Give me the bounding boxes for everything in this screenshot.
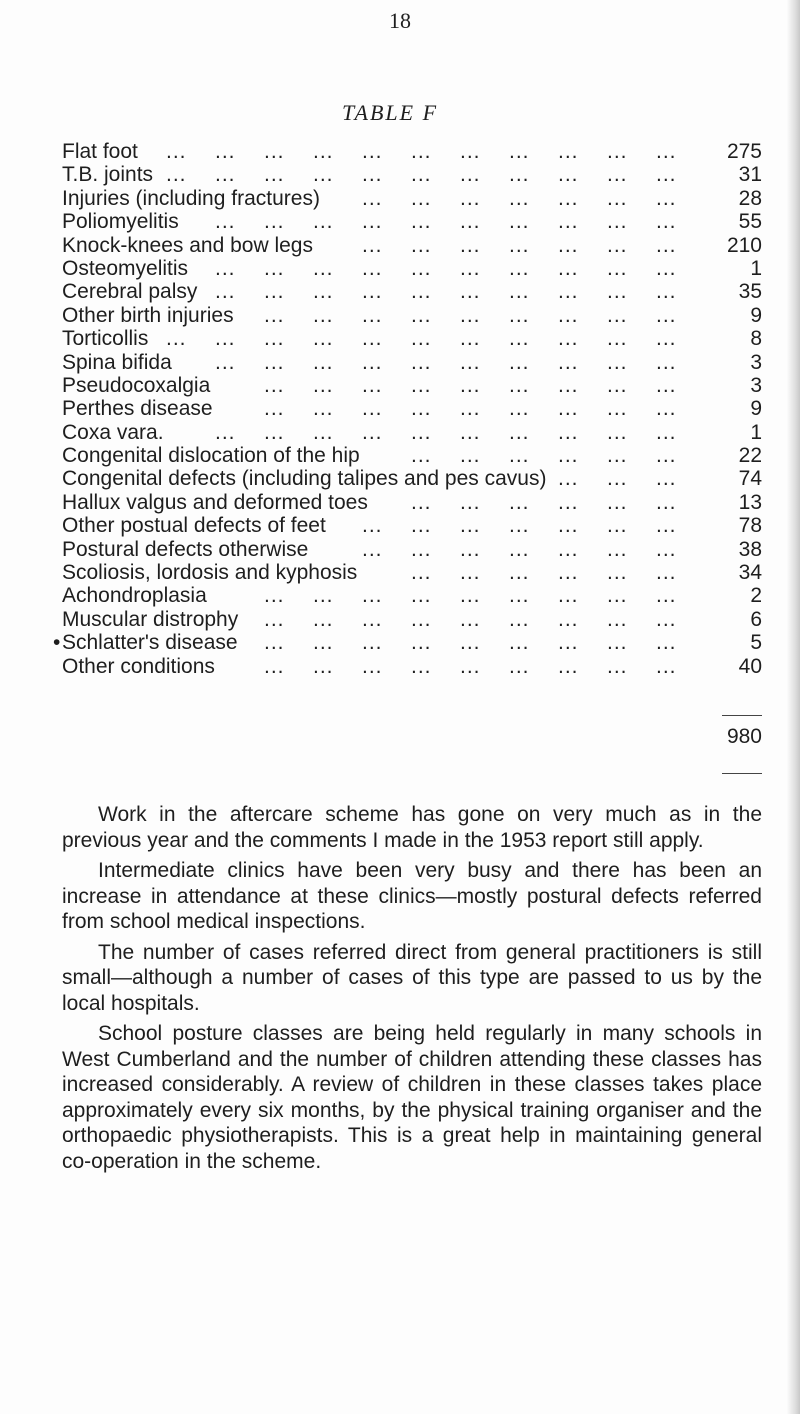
dot-leader-group: ... [509, 607, 530, 631]
dot-leader-group: ... [509, 327, 530, 351]
dot-leader-group: ... [215, 140, 236, 163]
dot-leader-group: ... [460, 444, 481, 468]
dot-leader-group: ... [166, 140, 187, 163]
table-row [62, 444, 762, 467]
dot-leader-group: ... [509, 444, 530, 468]
dot-leader-group: ... [362, 163, 383, 187]
row-label: Perthes disease [62, 397, 213, 421]
table-total: 980 [726, 725, 762, 748]
dot-leader-group: ... [411, 373, 432, 397]
dot-leader-group: ... [656, 490, 677, 514]
dot-leader-group: ... [215, 163, 236, 187]
paragraph-referrals: The number of cases referred direct from general practitioners is still small—although a number of cases of this type are passed to us by the local hospitals. [62, 940, 762, 1015]
dot-leader-group: ... [264, 420, 285, 444]
row-value: 210 [726, 233, 762, 257]
row-value: 8 [750, 327, 762, 351]
row-value: 13 [738, 490, 762, 514]
dot-leader-group: ... [607, 514, 628, 538]
dot-leader-group: ... [362, 537, 383, 561]
dot-leader-group: ... [656, 514, 677, 538]
dot-leader-group: ... [264, 350, 285, 374]
table-row [62, 514, 762, 537]
paragraph-aftercare: Work in the aftercare scheme has gone on very much as in the previous year and the comments I made in the 1953 report still apply. [62, 803, 762, 852]
dot-leader-group: ... [362, 397, 383, 421]
dot-leader-group: ... [509, 373, 530, 397]
dot-leader-group: ... [607, 397, 628, 421]
table-row [62, 584, 762, 607]
table-row [62, 187, 762, 210]
dot-leader-group: ... [558, 233, 579, 257]
table-row [62, 210, 762, 233]
row-label: Other postual defects of feet [62, 514, 326, 538]
table-row [62, 163, 762, 186]
dot-leader-group: ... [558, 561, 579, 585]
dot-leader-group: ... [607, 420, 628, 444]
dot-leader-group: ... [362, 373, 383, 397]
table-row [62, 561, 762, 584]
dot-leader-group: ... [509, 397, 530, 421]
row-value: 78 [738, 514, 762, 538]
dot-leader-group: ... [313, 280, 334, 304]
dot-leader-group: ... [656, 210, 677, 234]
dot-leader-group: ... [558, 186, 579, 210]
dot-leader-group: ... [411, 280, 432, 304]
dot-leader-group: ... [656, 140, 677, 163]
row-label: Other birth injuries [62, 303, 234, 327]
dot-leader-group: ... [558, 514, 579, 538]
dot-leader-group: ... [411, 654, 432, 678]
dot-leader-group: ... [558, 256, 579, 280]
row-value: 3 [750, 350, 762, 374]
dot-leader-group: ... [460, 303, 481, 327]
dot-leader-group: ... [656, 444, 677, 468]
dot-leader-group: ... [411, 584, 432, 608]
dot-leader-group: ... [509, 631, 530, 655]
dot-leader-group: ... [362, 607, 383, 631]
table-row [62, 421, 762, 444]
row-label: Hallux valgus and deformed toes [62, 490, 368, 514]
dot-leader-group: ... [313, 163, 334, 187]
dot-leader-group: ... [215, 350, 236, 374]
dot-leader-group: ... [509, 420, 530, 444]
table-row [62, 397, 762, 420]
dot-leader-group: ... [607, 327, 628, 351]
dot-leader-group: ... [313, 397, 334, 421]
dot-leader-group: ... [460, 537, 481, 561]
dot-leader-group: ... [215, 210, 236, 234]
page-number: 18 [389, 8, 411, 33]
dot-leader-group: ... [264, 303, 285, 327]
dot-leader-group: ... [607, 444, 628, 468]
dot-leader-group: ... [362, 140, 383, 163]
dot-leader-group: ... [607, 561, 628, 585]
dot-leader-group: ... [460, 280, 481, 304]
row-value: 2 [750, 584, 762, 608]
row-label: Torticollis [62, 327, 149, 351]
dot-leader-group: ... [558, 607, 579, 631]
dot-leader-group: ... [264, 280, 285, 304]
dot-leader-group: ... [313, 140, 334, 163]
dot-leader-group: ... [656, 584, 677, 608]
dot-leader-group: ... [460, 397, 481, 421]
dot-leader-group: ... [460, 140, 481, 163]
dot-leader-group: ... [607, 186, 628, 210]
dot-leader-group: ... [362, 186, 383, 210]
dot-leader-group: ... [558, 350, 579, 374]
conditions-table [53, 140, 762, 678]
dot-leader-group: ... [215, 327, 236, 351]
dot-leader-group: ... [313, 256, 334, 280]
row-value: 28 [738, 186, 762, 210]
table-row [62, 608, 762, 631]
dot-leader-group: ... [509, 584, 530, 608]
dot-leader-group: ... [411, 561, 432, 585]
table-row [62, 538, 762, 561]
row-bullet-marker: • [53, 631, 61, 655]
dot-leader-group: ... [558, 537, 579, 561]
dot-leader-group: ... [607, 350, 628, 374]
dot-leader-group: ... [509, 233, 530, 257]
table-row [62, 655, 762, 678]
dot-leader-group: ... [362, 280, 383, 304]
dot-leader-group: ... [460, 210, 481, 234]
dot-leader-group: ... [264, 397, 285, 421]
dot-leader-group: ... [362, 350, 383, 374]
dot-leader-group: ... [411, 210, 432, 234]
dot-leader-group: ... [558, 140, 579, 163]
dot-leader-group: ... [656, 397, 677, 421]
dot-leader-group: ... [656, 350, 677, 374]
row-value: 31 [738, 163, 762, 187]
dot-leader-group: ... [656, 537, 677, 561]
row-value: 5 [750, 631, 762, 655]
row-value: 1 [750, 256, 762, 280]
dot-leader-group: ... [362, 514, 383, 538]
dot-leader-group: ... [607, 537, 628, 561]
row-label: Flat foot [62, 140, 138, 163]
dot-leader-group: ... [264, 210, 285, 234]
table-row [53, 631, 762, 655]
dot-leader-group: ... [460, 373, 481, 397]
dot-leader-group: ... [656, 654, 677, 678]
row-label: Postural defects otherwise [62, 537, 309, 561]
dot-leader-group: ... [607, 140, 628, 163]
row-label: Osteomyelitis [62, 256, 189, 280]
dot-leader-group: ... [264, 631, 285, 655]
table-row [62, 491, 762, 514]
dot-leader-group: ... [656, 420, 677, 444]
dot-leader-group: ... [411, 256, 432, 280]
dot-leader-group: ... [411, 490, 432, 514]
row-value: 38 [738, 537, 762, 561]
row-value: 9 [750, 303, 762, 327]
dot-leader-group: ... [607, 607, 628, 631]
dot-leader-group: ... [509, 210, 530, 234]
dot-leader-group: ... [362, 420, 383, 444]
page-edge-shadow [786, 0, 800, 1414]
dot-leader-group: ... [362, 210, 383, 234]
row-value: 9 [750, 397, 762, 421]
dot-leader-group: ... [362, 303, 383, 327]
total-rule-top [722, 715, 762, 716]
row-label: Coxa vara. [62, 420, 164, 444]
dot-leader-group: ... [509, 140, 530, 163]
paragraph-posture-classes: School posture classes are being held regularly in many schools in West Cumberland and the number of children attending these classes has increased considerably. A review of children in these classes takes place approximately every six months, by the physical training organiser and the orthopaedic physiotherapists. This is a great help in maintaining general co-operation in the scheme. [62, 1022, 762, 1173]
dot-leader-group: ... [460, 490, 481, 514]
row-label: Achondroplasia [62, 584, 207, 608]
table-row [62, 280, 762, 303]
dot-leader-group: ... [656, 256, 677, 280]
row-value: 275 [726, 140, 762, 163]
dot-leader-group: ... [656, 303, 677, 327]
row-label: Injuries (including fractures) [62, 186, 320, 210]
dot-leader-group: ... [313, 420, 334, 444]
dot-leader-group: ... [558, 420, 579, 444]
dot-leader-group: ... [264, 373, 285, 397]
dot-leader-group: ... [558, 373, 579, 397]
dot-leader-group: ... [411, 444, 432, 468]
table-row [62, 140, 762, 163]
dot-leader-group: ... [411, 607, 432, 631]
dot-leader-group: ... [313, 631, 334, 655]
dot-leader-group: ... [509, 350, 530, 374]
dot-leader-group: ... [264, 607, 285, 631]
dot-leader-group: ... [215, 256, 236, 280]
row-value: 35 [738, 280, 762, 304]
dot-leader-group: ... [558, 163, 579, 187]
dot-leader-group: ... [509, 514, 530, 538]
dot-leader-group: ... [411, 140, 432, 163]
table-title: TABLE F [341, 100, 439, 125]
dot-leader-group: ... [411, 631, 432, 655]
table-row [62, 351, 762, 374]
dot-leader-group: ... [313, 584, 334, 608]
dot-leader-group: ... [411, 350, 432, 374]
row-label: Congenital defects (including talipes and pes cavus) [62, 467, 547, 491]
paragraph-intermediate-clinics: Intermediate clinics have been very busy and there has been an increase in attendance at these clinics—mostly postural defects referred from school medical inspections. [62, 859, 762, 933]
dot-leader-group: ... [509, 256, 530, 280]
dot-leader-group: ... [166, 163, 187, 187]
dot-leader-group: ... [558, 654, 579, 678]
dot-leader-group: ... [313, 607, 334, 631]
dot-leader-group: ... [509, 186, 530, 210]
dot-leader-group: ... [362, 256, 383, 280]
dot-leader-group: ... [509, 280, 530, 304]
dot-leader-group: ... [558, 467, 579, 491]
row-label: Other conditions [62, 654, 215, 678]
row-label: Poliomyelitis [62, 210, 179, 234]
dot-leader-group: ... [411, 397, 432, 421]
dot-leader-group: ... [460, 256, 481, 280]
dot-leader-group: ... [411, 186, 432, 210]
table-row [62, 234, 762, 257]
dot-leader-group: ... [215, 280, 236, 304]
row-label: Pseudocoxalgia [62, 373, 211, 397]
dot-leader-group: ... [460, 327, 481, 351]
row-label: Spina bifida [62, 350, 172, 374]
dot-leader-group: ... [509, 654, 530, 678]
row-label: Scoliosis, lordosis and kyphosis [62, 561, 358, 585]
row-label: Cerebral palsy [62, 280, 198, 304]
dot-leader-group: ... [607, 303, 628, 327]
dot-leader-group: ... [460, 420, 481, 444]
dot-leader-group: ... [313, 654, 334, 678]
dot-leader-group: ... [264, 140, 285, 163]
dot-leader-group: ... [607, 467, 628, 491]
row-value: 34 [738, 561, 762, 585]
dot-leader-group: ... [313, 327, 334, 351]
dot-leader-group: ... [313, 373, 334, 397]
dot-leader-group: ... [656, 561, 677, 585]
total-rule-bottom [722, 773, 762, 774]
dot-leader-group: ... [607, 233, 628, 257]
dot-leader-group: ... [607, 584, 628, 608]
dot-leader-group: ... [313, 303, 334, 327]
dot-leader-group: ... [509, 561, 530, 585]
dot-leader-group: ... [460, 186, 481, 210]
dot-leader-group: ... [460, 584, 481, 608]
dot-leader-group: ... [411, 514, 432, 538]
row-label: T.B. joints [62, 163, 154, 187]
row-value: 74 [738, 467, 762, 491]
dot-leader-group: ... [362, 631, 383, 655]
dot-leader-group: ... [313, 350, 334, 374]
dot-leader-group: ... [656, 233, 677, 257]
dot-leader-group: ... [264, 256, 285, 280]
dot-leader-group: ... [215, 420, 236, 444]
dot-leader-group: ... [411, 537, 432, 561]
dot-leader-group: ... [558, 584, 579, 608]
dot-leader-group: ... [558, 397, 579, 421]
row-value: 3 [750, 373, 762, 397]
dot-leader-group: ... [607, 163, 628, 187]
dot-leader-group: ... [264, 163, 285, 187]
row-label: Schlatter's disease [62, 631, 238, 655]
dot-leader-group: ... [607, 256, 628, 280]
dot-leader-group: ... [460, 654, 481, 678]
dot-leader-group: ... [460, 607, 481, 631]
table-row [62, 374, 762, 397]
dot-leader-group: ... [558, 303, 579, 327]
table-row [62, 304, 762, 327]
dot-leader-group: ... [264, 654, 285, 678]
dot-leader-group: ... [362, 327, 383, 351]
dot-leader-group: ... [607, 654, 628, 678]
dot-leader-group: ... [460, 631, 481, 655]
dot-leader-group: ... [558, 280, 579, 304]
dot-leader-group: ... [656, 280, 677, 304]
dot-leader-group: ... [656, 631, 677, 655]
dot-leader-group: ... [460, 350, 481, 374]
row-label: Congenital dislocation of the hip [62, 444, 360, 468]
table-row [62, 467, 762, 490]
dot-leader-group: ... [411, 420, 432, 444]
dot-leader-group: ... [607, 210, 628, 234]
dot-leader-group: ... [558, 631, 579, 655]
dot-leader-group: ... [607, 490, 628, 514]
dot-leader-group: ... [362, 233, 383, 257]
dot-leader-group: ... [460, 514, 481, 538]
dot-leader-group: ... [656, 163, 677, 187]
row-value: 55 [738, 210, 762, 234]
report-body-text [62, 802, 762, 1179]
dot-leader-group: ... [264, 327, 285, 351]
dot-leader-group: ... [411, 327, 432, 351]
dot-leader-group: ... [509, 303, 530, 327]
dot-leader-group: ... [558, 327, 579, 351]
dot-leader-group: ... [607, 280, 628, 304]
row-label: Knock-knees and bow legs [62, 233, 313, 257]
table-row [62, 257, 762, 280]
dot-leader-group: ... [558, 490, 579, 514]
dot-leader-group: ... [411, 233, 432, 257]
dot-leader-group: ... [656, 186, 677, 210]
dot-leader-group: ... [411, 303, 432, 327]
dot-leader-group: ... [460, 561, 481, 585]
dot-leader-group: ... [362, 654, 383, 678]
row-value: 6 [750, 607, 762, 631]
dot-leader-group: ... [460, 163, 481, 187]
dot-leader-group: ... [607, 631, 628, 655]
dot-leader-group: ... [411, 163, 432, 187]
row-value: 22 [738, 444, 762, 468]
row-value: 1 [750, 420, 762, 444]
dot-leader-group: ... [607, 373, 628, 397]
dot-leader-group: ... [656, 607, 677, 631]
dot-leader-group: ... [656, 467, 677, 491]
row-value: 40 [738, 654, 762, 678]
dot-leader-group: ... [362, 584, 383, 608]
dot-leader-group: ... [509, 490, 530, 514]
dot-leader-group: ... [656, 373, 677, 397]
dot-leader-group: ... [166, 327, 187, 351]
dot-leader-group: ... [460, 233, 481, 257]
table-row [62, 327, 762, 350]
dot-leader-group: ... [264, 584, 285, 608]
dot-leader-group: ... [558, 444, 579, 468]
dot-leader-group: ... [509, 163, 530, 187]
dot-leader-group: ... [558, 210, 579, 234]
row-label: Muscular distrophy [62, 607, 239, 631]
dot-leader-group: ... [656, 327, 677, 351]
dot-leader-group: ... [313, 210, 334, 234]
dot-leader-group: ... [509, 537, 530, 561]
